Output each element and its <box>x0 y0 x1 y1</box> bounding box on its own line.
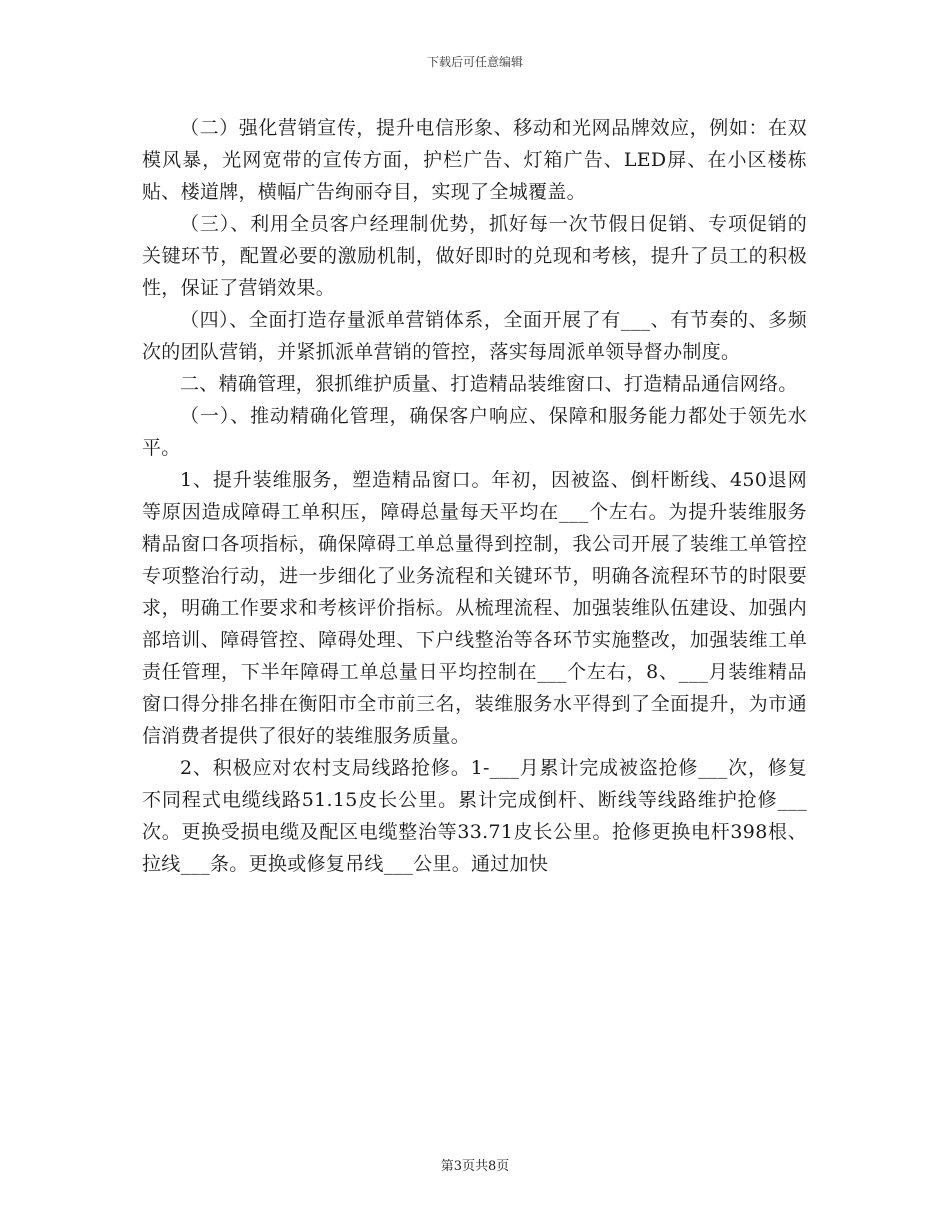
page-number: 第3页共8页 <box>440 1159 510 1174</box>
paragraph-account-manager: （三）、利用全员客户经理制优势，抓好每一次节假日促销、专项促销的关键环节，配置必要的激励机制，做好即时的兑现和考核，提升了员工的积极性，保证了营销效果。 <box>142 213 807 299</box>
paragraph-rural-line-repair: 2、积极应对农村支局线路抢修。1-___月累计完成被盗抢修___次，修复不同程式电缆线路51.15皮长公里。累计完成倒杆、断线等线路维护抢修___次。更换受损电缆及配区电缆整治等33.71皮长公里。抢修更换电杆398根、拉线___条。更换或修复吊线___公里。通过加快 <box>142 757 807 875</box>
paragraph-installation-service: 1、提升装维服务，塑造精品窗口。年初，因被盗、倒杆断线、450退网等原因造成障碍工单积压，障碍总量每天平均在___个左右。为提升装维服务精品窗口各项指标，确保障碍工单总量得到控制，我公司开展了装维工单管控专项整治行动，进一步细化了业务流程和关键环节，明确各流程环节的时限要求，明确工作要求和考核评价指标。从梳理流程、加强装维队伍建设、加强内部培训、障碍管控、障碍处理、下户线整治等各环节实施整改，加强装维工单责任管理，下半年障碍工单总量日平均控制在___个左右，8、___月装维精品窗口得分排名排在衡阳市全市前三名，装维服务水平得到了全面提升，为市通信消费者提供了很好的装维服务质量。 <box>142 469 807 747</box>
paragraph-dispatch-marketing: （四）、全面打造存量派单营销体系，全面开展了有___、有节奏的、多频次的团队营销，并紧抓派单营销的管控，落实每周派单领导督办制度。 <box>142 309 807 363</box>
section-heading-precise-management: 二、精确管理，狠抓维护质量、打造精品装维窗口、打造精品通信网络。 <box>180 373 798 395</box>
paragraph-marketing-promotion: （二）强化营销宣传，提升电信形象、移动和光网品牌效应，例如：在双模风暴，光网宽带的宣传方面，护栏广告、灯箱广告、LED屏、在小区楼栋贴、楼道牌，横幅广告绚丽夺目，实现了全城覆盖。 <box>142 117 807 203</box>
document-body <box>142 112 807 880</box>
page-header: 下载后可任意编辑 <box>426 55 523 69</box>
paragraph-precise-management: （一）、推动精确化管理，确保客户响应、保障和服务能力都处于领先水平。 <box>142 405 807 459</box>
